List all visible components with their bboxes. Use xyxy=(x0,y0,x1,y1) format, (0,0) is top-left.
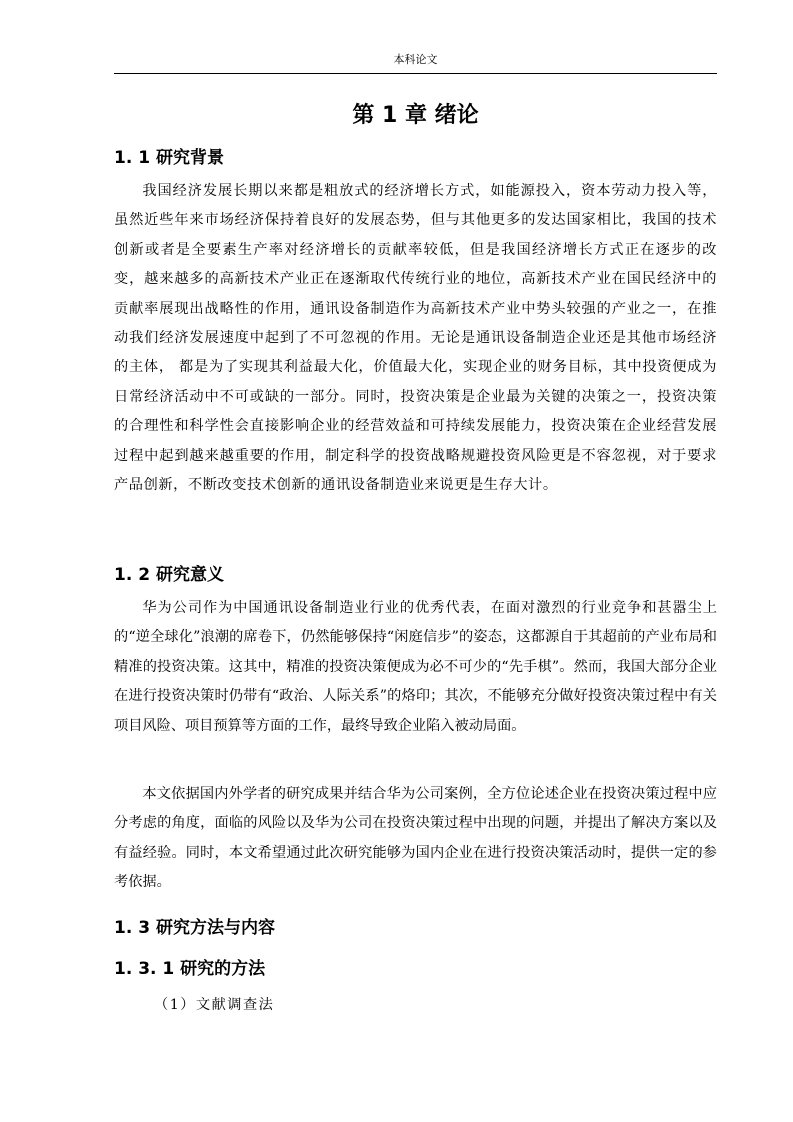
section-heading-significance: 1. 2 研究意义 xyxy=(114,565,224,585)
chapter-title: 第 1 章 绪论 xyxy=(352,103,479,128)
section-heading-background: 1. 1 研究背景 xyxy=(114,148,224,168)
section-heading-methods-content: 1. 3 研究方法与内容 xyxy=(114,918,275,938)
header-rule xyxy=(114,73,717,74)
subsection-heading-methods: 1. 3. 1 研究的方法 xyxy=(114,959,266,979)
list-item-literature-survey: （1）文献调查法 xyxy=(154,997,275,1013)
paragraph-significance-1: 华为公司作为中国通讯设备制造业行业的优秀代表，在面对激烈的行业竞争和甚嚣尘上的“逆全球化”浪潮的席卷下，仍然能够保持“闲庭信步”的姿态，这都源自于其超前的产业布局和精准的投资决策。这其中，精准的投资决策便成为必不可少的“先手棋”。然而，我国大部分企业在进行投资决策时仍带有“政治、人际关系”的烙印；其次，不能够充分做好投资决策过程中有关项目风险、项目预算等方面的工作，最终导致企业陷入被动局面。 xyxy=(114,600,717,734)
paragraph-background: 我国经济发展长期以来都是粗放式的经济增长方式，如能源投入，资本劳动力投入等，虽然近些年来市场经济保持着良好的发展态势，但与其他更多的发达国家相比，我国的技术创新或者是全要素生产率对经济增长的贡献率较低，但是我国经济增长方式正在逐步的改变，越来越多的高新技术产业正在逐渐取代传统行业的地位，高新技术产业在国民经济中的贡献率展现出战略性的作用，通讯设备制造作为高新技术产业中势头较强的产业之一，在推动我们经济发展速度中起到了不可忽视的作用。无论是通讯设备制造企业还是其他市场经济的主体， 都是为了实现其利益最大化，价值最大化，实现企业的财务目标，其中投资便成为日常经济活动中不可或缺的一部分。同时，投资决策是企业最为关键的决策之一，投资决策的合理性和科学性会直接影响企业的经营效益和可持续发展能力，投资决策在企业经营发展过程中起到越来越重要的作用，制定科学的投资战略规避投资风险更是不容忽视，对于要求产品创新，不断改变技术创新的通讯设备制造业来说更是生存大计。 xyxy=(114,183,717,494)
running-header: 本科论文 xyxy=(393,53,438,66)
paragraph-significance-2: 本文依据国内外学者的研究成果并结合华为公司案例，全方位论述企业在投资决策过程中应分考虑的角度，面临的风险以及华为公司在投资决策过程中出现的问题，并提出了解决方案以及有益经验。同时，本文希望通过此次研究能够为国内企业在进行投资决策活动时，提供一定的参考依据。 xyxy=(114,786,717,891)
